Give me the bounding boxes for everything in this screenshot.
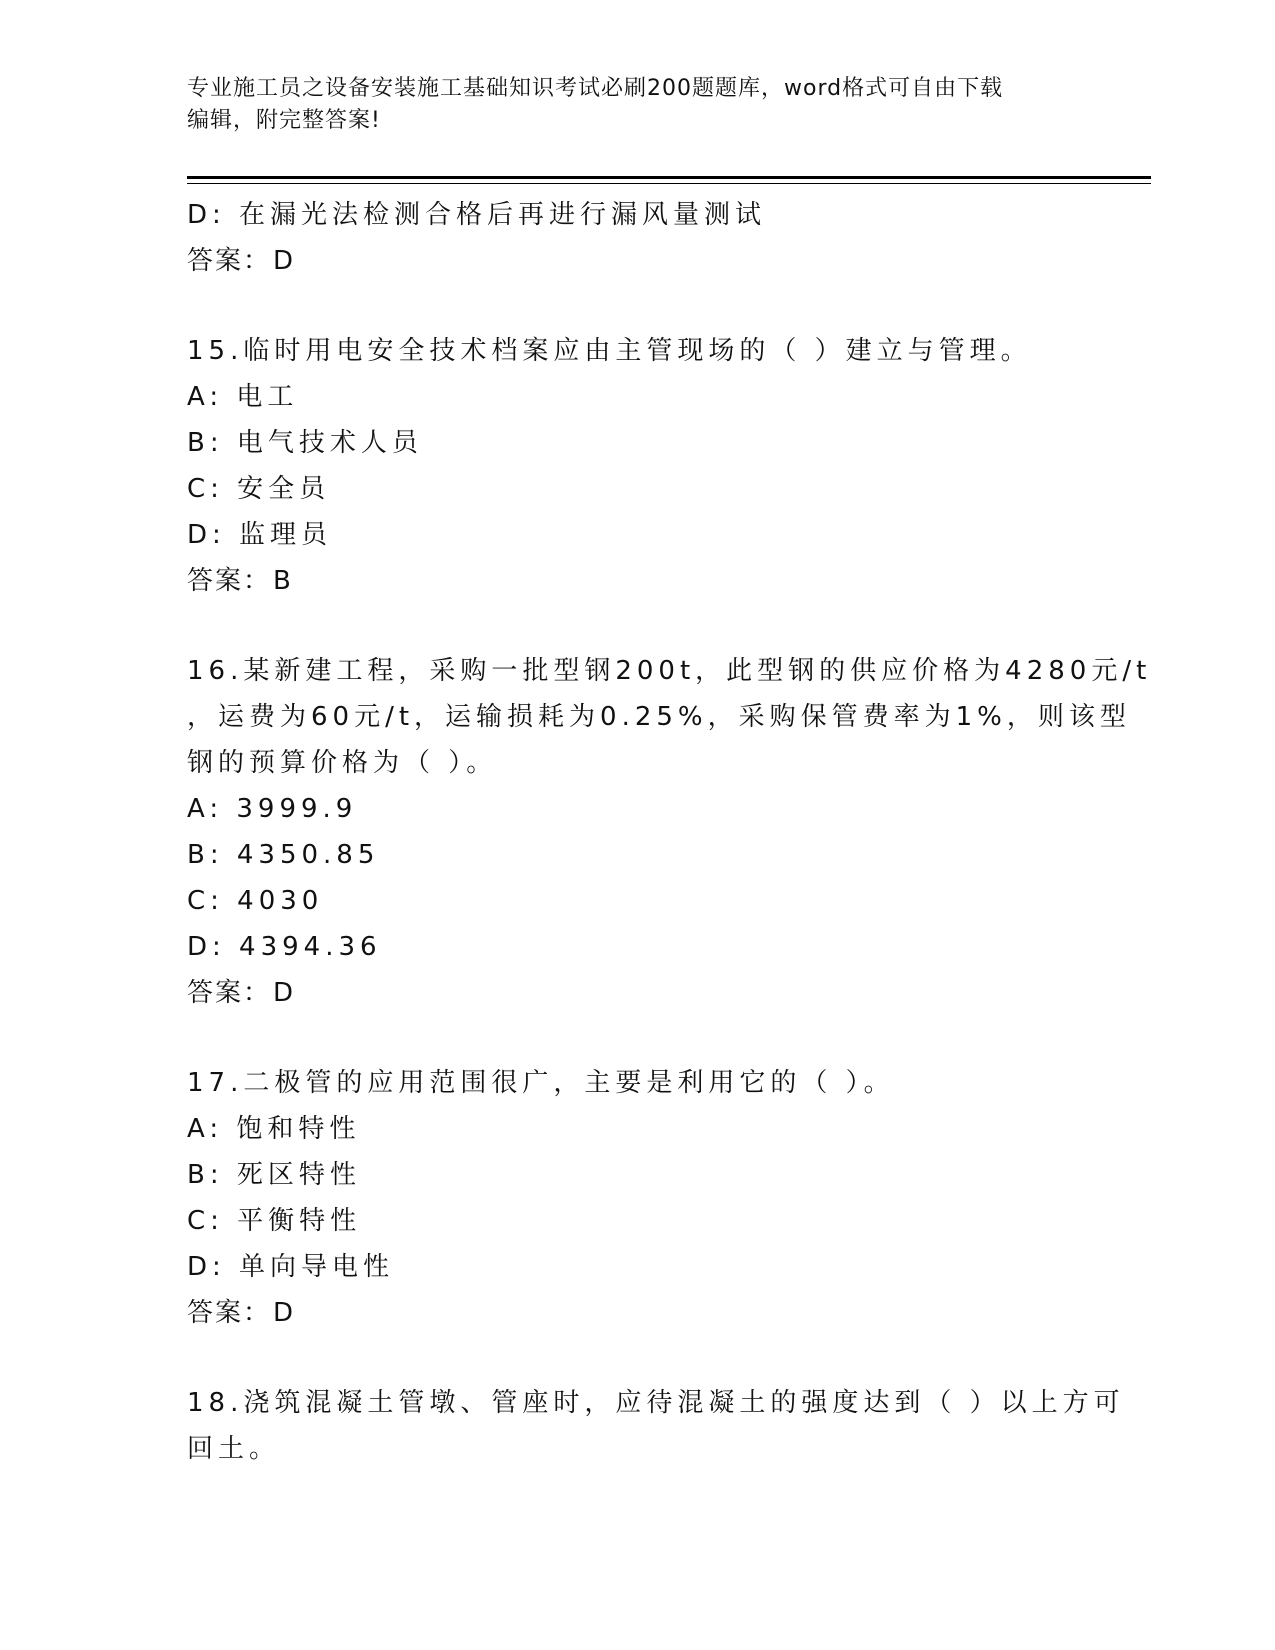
question-stem-line-1: 18.浇筑混凝土管墩、管座时，应待混凝土的强度达到（ ）以上方可 xyxy=(187,1388,1125,1418)
option-b: B: 死区特性 xyxy=(187,1160,361,1190)
answer-line xyxy=(187,1290,1087,1336)
question-list xyxy=(187,192,1152,1472)
option-c: C: 安全员 xyxy=(187,474,331,504)
header-divider-thin xyxy=(187,183,1151,184)
question-16 xyxy=(187,648,1152,1016)
answer-line xyxy=(187,970,1087,1016)
header-title-line-1: 专业施工员之设备安装施工基础知识考试必刷200题题库，word格式可自由下载 xyxy=(187,76,1004,101)
option-d: D: 单向导电性 xyxy=(187,1252,395,1282)
document-header xyxy=(187,73,1067,137)
option-b: B: 电气技术人员 xyxy=(187,428,423,458)
header-divider-thick xyxy=(187,176,1151,179)
option-a: A: 电工 xyxy=(187,382,299,412)
option-a: A: 饱和特性 xyxy=(187,1114,361,1144)
question-15 xyxy=(187,328,1087,604)
question-stem-line-3: 钢的预算价格为（ ）。 xyxy=(187,748,498,778)
option-d: D: 在漏光法检测合格后再进行漏风量测试 xyxy=(187,200,767,230)
answer-line xyxy=(187,558,1087,604)
question-stem: 17.二极管的应用范围很广，主要是利用它的（ ）。 xyxy=(187,1068,895,1098)
answer-value: B xyxy=(273,566,293,596)
option-b: B: 4350.85 xyxy=(187,840,380,870)
answer-line xyxy=(187,238,1087,284)
option-c: C: 平衡特性 xyxy=(187,1206,362,1236)
option-a: A: 3999.9 xyxy=(187,794,358,824)
option-c: C: 4030 xyxy=(187,886,324,916)
option-d: D: 4394.36 xyxy=(187,932,382,962)
answer-label: 答案： xyxy=(187,978,272,1008)
option-d: D: 监理员 xyxy=(187,520,333,550)
answer-label: 答案： xyxy=(187,1298,272,1328)
question-stem-line-2: 回土。 xyxy=(187,1434,281,1464)
question-stem: 15.临时用电安全技术档案应由主管现场的（ ）建立与管理。 xyxy=(187,336,1032,366)
answer-value: D xyxy=(273,1298,296,1328)
question-17 xyxy=(187,1060,1087,1336)
answer-value: D xyxy=(273,246,296,276)
question-stem-line-1: 16.某新建工程，采购一批型钢200t，此型钢的供应价格为4280元/t xyxy=(187,656,1152,686)
answer-label: 答案： xyxy=(187,566,272,596)
question-14-tail xyxy=(187,192,1087,284)
answer-label: 答案： xyxy=(187,246,272,276)
question-18 xyxy=(187,1380,1125,1472)
header-title-line-2: 编辑，附完整答案! xyxy=(187,108,381,133)
question-stem-line-2: ，运费为60元/t，运输损耗为0.25%，采购保管费率为1%，则该型 xyxy=(187,702,1131,732)
answer-value: D xyxy=(273,978,296,1008)
